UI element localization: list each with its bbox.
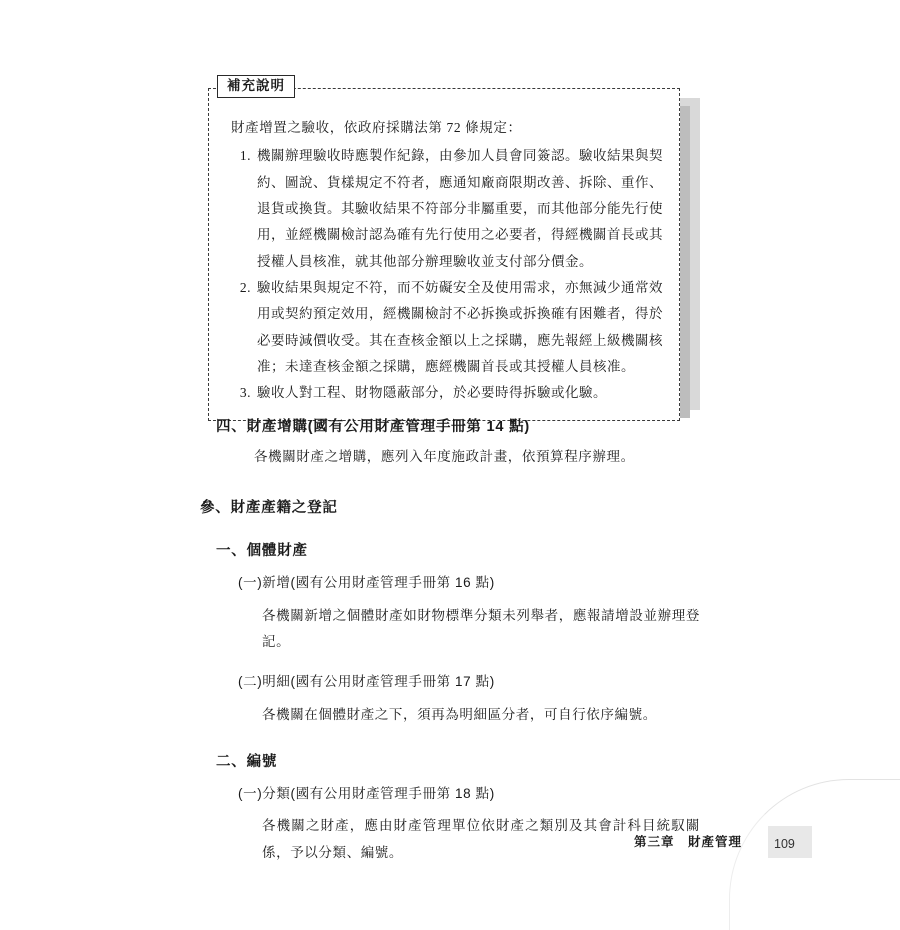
body-content bbox=[200, 415, 700, 872]
note-list-item bbox=[231, 380, 663, 406]
heading-sub-two-a: (一)分類(國有公用財產管理手冊第 18 點) bbox=[238, 785, 495, 801]
note-item-text: 機關辦理驗收時應製作紀錄，由參加人員會同簽認。驗收結果與契約、圖說、貨樣規定不符者，應通知廠商限期改善、拆除、重作、退貨或換貨。其驗收結果不符部分非屬重要，而其他部分能先行使用，並經機關檢討認為確有先行使用之必要者，得經機關首長或其授權人員核准，就其他部分辦理驗收並支付部分價金。 bbox=[257, 148, 663, 269]
note-item-number: 3. bbox=[239, 385, 251, 401]
page-footer bbox=[0, 826, 900, 860]
paragraph-sub-two-a: 各機關之財產，應由財產管理單位依財產之類別及其會計科目統馭關係，予以分類、編號。 bbox=[262, 818, 700, 860]
paragraph-item-four: 各機關財產之增購，應列入年度施政計畫，依預算程序辦理。 bbox=[254, 449, 635, 464]
heading-sub-two: 二、編號 bbox=[216, 753, 278, 770]
note-item-text: 驗收結果與規定不符，而不妨礙安全及使用需求，亦無減少通常效用或契約預定效用，經機關檢討不必拆換或拆換確有困難者，得於必要時減價收受。其在查核金額以上之採購，應先報經上級機關核准；未達查核金額之採購，應經機關首長或其授權人員核准。 bbox=[257, 279, 663, 374]
note-lead-text: 財產增置之驗收，依政府採購法第 72 條規定： bbox=[231, 120, 522, 135]
paragraph-sub-one-b: 各機關在個體財產之下，須再為明細區分者，可自行依序編號。 bbox=[262, 706, 657, 722]
note-box bbox=[208, 78, 680, 421]
footer-chapter-label: 第三章 財產管理 bbox=[633, 835, 742, 849]
note-item-number: 1. bbox=[239, 148, 251, 164]
note-item-list bbox=[225, 143, 663, 406]
note-item-text: 驗收人對工程、財物隱蔽部分，於必要時得拆驗或化驗。 bbox=[257, 385, 607, 401]
note-list-item bbox=[231, 275, 663, 380]
heading-sub-one-b: (二)明細(國有公用財產管理手冊第 17 點) bbox=[238, 674, 495, 690]
heading-sub-one: 一、個體財產 bbox=[216, 543, 308, 560]
heading-item-four: 四、財產增購(國有公用財產管理手冊第 14 點) bbox=[216, 419, 531, 435]
paragraph-sub-one-a: 各機關新增之個體財產如財物標準分類未列舉者，應報請增設並辦理登記。 bbox=[262, 607, 700, 649]
heading-sub-one-a: (一)新增(國有公用財產管理手冊第 16 點) bbox=[238, 575, 495, 591]
note-item-number: 2. bbox=[239, 279, 251, 295]
heading-major-section: 參、財產產籍之登記 bbox=[200, 500, 338, 517]
supplementary-note-callout bbox=[208, 78, 694, 421]
note-list-item bbox=[231, 143, 663, 275]
note-title-badge: 補充說明 bbox=[217, 75, 295, 98]
footer-page-number: 109 bbox=[774, 837, 795, 851]
corner-decoration bbox=[729, 779, 900, 930]
